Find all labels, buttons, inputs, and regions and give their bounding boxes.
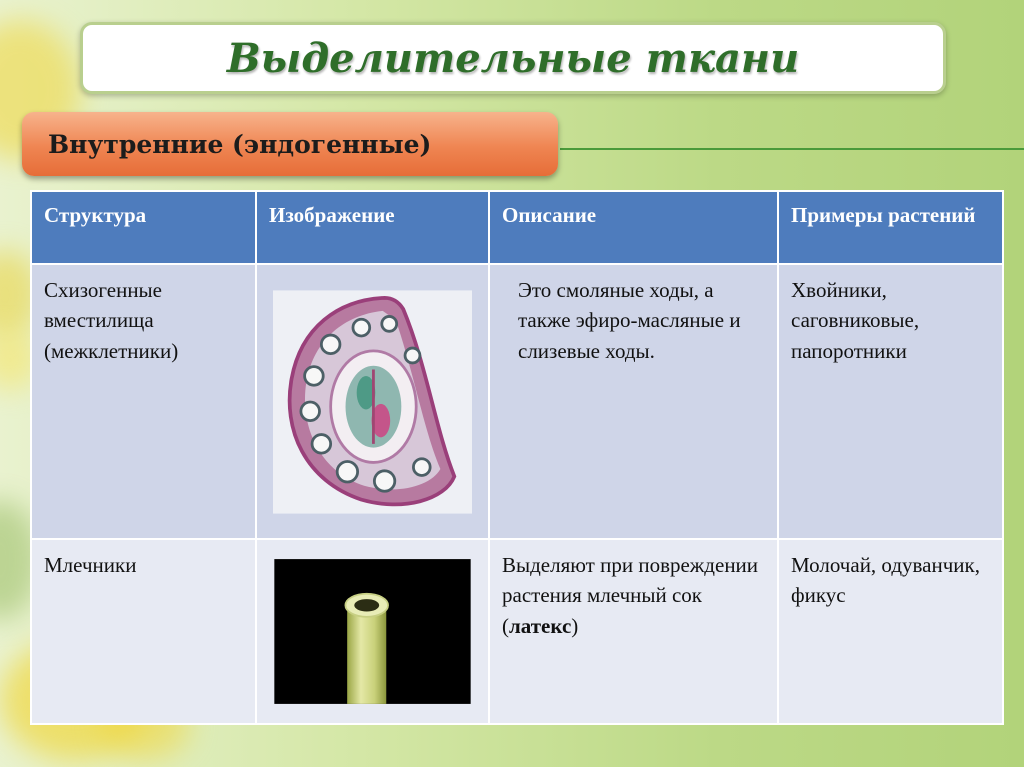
slide-title: Выделительные ткани [226, 34, 800, 82]
description-bold-term: латекс [509, 613, 572, 638]
header-examples: Примеры растений [778, 191, 1003, 264]
description-text-end: ) [571, 613, 579, 638]
latex-tube-image [269, 550, 476, 713]
subtitle-banner [22, 112, 558, 176]
cell-structure: Млечники [31, 539, 256, 724]
stem-cross-section-image [273, 282, 472, 522]
table-row [31, 264, 1003, 539]
table-header-row [31, 191, 1003, 264]
header-description: Описание [489, 191, 778, 264]
cell-image [256, 264, 489, 539]
decorative-line [560, 148, 1024, 150]
cell-description [489, 264, 778, 539]
table-row [31, 539, 1003, 724]
cell-image [256, 539, 489, 724]
slide-subtitle: Внутренние (эндогенные) [48, 129, 432, 159]
description-text: Это смоляные ходы, а также эфиро-масляные и слизевые ходы. [518, 278, 741, 363]
tissue-table [30, 190, 1004, 725]
cell-description [489, 539, 778, 724]
title-banner [80, 22, 946, 94]
cell-examples: Молочай, одуванчик, фикус [778, 539, 1003, 724]
cell-structure: Схизогенные вместилища (межклетники) [31, 264, 256, 539]
header-structure: Структура [31, 191, 256, 264]
description-text: Выделяют при повреждении растения млечный сок ( [502, 553, 759, 638]
header-image: Изображение [256, 191, 489, 264]
cell-examples: Хвойники, саговниковые, папоротники [778, 264, 1003, 539]
